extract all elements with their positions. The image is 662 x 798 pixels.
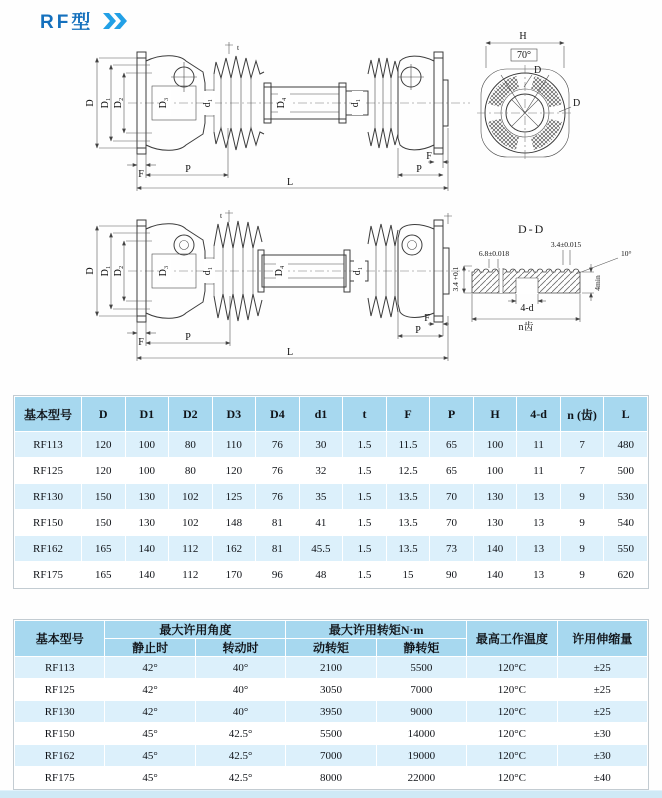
value-cell: 5500 [376, 657, 466, 679]
value-cell: 13 [517, 562, 561, 588]
dim-label-F-left: F [138, 169, 144, 180]
value-cell: 112 [169, 562, 213, 588]
column-header: 基本型号 [15, 397, 82, 432]
table-row [15, 723, 648, 745]
value-cell: 11 [517, 432, 561, 458]
column-header: D1 [125, 397, 169, 432]
value-cell: 76 [256, 432, 300, 458]
value-cell: 45° [105, 723, 195, 745]
value-cell: 13 [517, 510, 561, 536]
value-cell: 540 [604, 510, 648, 536]
column-header: 4-d [517, 397, 561, 432]
column-header: F [386, 397, 430, 432]
column-header: 最高工作温度 [467, 621, 557, 657]
value-cell: 480 [604, 432, 648, 458]
column-header: 动转矩 [286, 639, 376, 657]
dim-label-d1-right: d₁ [350, 98, 361, 108]
value-cell: 1.5 [343, 562, 387, 588]
value-cell: 140 [473, 562, 517, 588]
model-cell: RF150 [15, 510, 82, 536]
dim-label-pitch2: 6.8±0.018 [478, 249, 510, 258]
value-cell: 76 [256, 458, 300, 484]
dim-label-D2: D₂ [113, 265, 124, 277]
header-row [15, 397, 648, 432]
value-cell: 1.5 [343, 536, 387, 562]
value-cell: 76 [256, 484, 300, 510]
value-cell: 120 [82, 432, 126, 458]
value-cell: 7000 [376, 679, 466, 701]
dim-label-d1-left: d₁ [202, 98, 213, 108]
column-header: d1 [299, 397, 343, 432]
column-header: P [430, 397, 474, 432]
value-cell: 130 [473, 510, 517, 536]
value-cell: 100 [125, 432, 169, 458]
column-header: 静止时 [105, 639, 195, 657]
value-cell: ±25 [557, 701, 647, 723]
value-cell: 12.5 [386, 458, 430, 484]
drawing-shaft-assembly-bottom [85, 210, 470, 361]
column-header: D4 [256, 397, 300, 432]
value-cell: 9 [560, 562, 604, 588]
double-chevron-icon [102, 13, 130, 29]
dimension-table-header [15, 397, 648, 432]
column-header: D [82, 397, 126, 432]
dim-label-t: t [220, 211, 223, 220]
value-cell: 73 [430, 536, 474, 562]
dim-label-D4: D₄ [274, 265, 285, 277]
column-header: 静转矩 [376, 639, 466, 657]
dim-label-t: t [237, 43, 240, 52]
value-cell: 170 [212, 562, 256, 588]
value-cell: 120 [82, 458, 126, 484]
value-cell: 42° [105, 679, 195, 701]
value-cell: 9 [560, 510, 604, 536]
dim-label-D4: D₄ [276, 97, 287, 109]
performance-table-header [15, 621, 648, 657]
table-row [15, 484, 648, 510]
value-cell: 41 [299, 510, 343, 536]
model-cell: RF175 [15, 767, 105, 789]
table-row [15, 745, 648, 767]
value-cell: 45.5 [299, 536, 343, 562]
header-row [15, 621, 648, 639]
dim-label-D1: D₁ [100, 265, 111, 277]
column-header: 许用伸缩量 [557, 621, 647, 657]
column-header: n (齿) [560, 397, 604, 432]
table-row [15, 679, 648, 701]
value-cell: 165 [82, 536, 126, 562]
dim-label-70deg: 70° [517, 50, 531, 61]
value-cell: 102 [169, 484, 213, 510]
technical-drawings [0, 28, 662, 394]
value-cell: 140 [125, 536, 169, 562]
value-cell: 13.5 [386, 536, 430, 562]
dim-label-D: D [85, 99, 96, 107]
value-cell: 11 [517, 458, 561, 484]
dimension-table [14, 396, 648, 588]
value-cell: 22000 [376, 767, 466, 789]
value-cell: 80 [169, 458, 213, 484]
page-footer-strip [0, 790, 662, 798]
value-cell: 140 [473, 536, 517, 562]
value-cell: 90 [430, 562, 474, 588]
value-cell: 120°C [467, 767, 557, 789]
value-cell: ±25 [557, 657, 647, 679]
value-cell: 100 [473, 458, 517, 484]
dim-label-d1-right: d₁ [352, 266, 363, 276]
dim-label-L: L [286, 347, 294, 358]
value-cell: 620 [604, 562, 648, 588]
value-cell: 11.5 [386, 432, 430, 458]
value-cell: ±30 [557, 745, 647, 767]
dim-label-d1-left: d₁ [202, 266, 213, 276]
value-cell: 45° [105, 767, 195, 789]
value-cell: 530 [604, 484, 648, 510]
value-cell: 32 [299, 458, 343, 484]
column-header: 转动时 [195, 639, 285, 657]
value-cell: 40° [195, 701, 285, 723]
table-row [15, 510, 648, 536]
value-cell: 100 [473, 432, 517, 458]
dim-label-F-right: F [426, 151, 432, 162]
table-row [15, 657, 648, 679]
value-cell: 15 [386, 562, 430, 588]
value-cell: 42° [105, 701, 195, 723]
table-row [15, 562, 648, 588]
value-cell: 40° [195, 657, 285, 679]
model-cell: RF125 [15, 679, 105, 701]
value-cell: 13.5 [386, 510, 430, 536]
model-cell: RF130 [15, 701, 105, 723]
value-cell: 81 [256, 510, 300, 536]
value-cell: 19000 [376, 745, 466, 767]
dim-label-L: L [286, 177, 294, 188]
dimension-table-body [15, 432, 648, 588]
value-cell: 120°C [467, 701, 557, 723]
column-header: D2 [169, 397, 213, 432]
value-cell: 165 [82, 562, 126, 588]
drawing-shaft-assembly-top [85, 42, 470, 191]
value-cell: 7 [560, 432, 604, 458]
value-cell: 70 [430, 484, 474, 510]
value-cell: 30 [299, 432, 343, 458]
value-cell: 81 [256, 536, 300, 562]
value-cell: 120°C [467, 745, 557, 767]
value-cell: ±40 [557, 767, 647, 789]
table-row [15, 767, 648, 789]
column-header-group: 最大许用角度 [105, 621, 286, 639]
column-header: H [473, 397, 517, 432]
value-cell: 1.5 [343, 484, 387, 510]
table-row [15, 701, 648, 723]
performance-table-body [15, 657, 648, 789]
value-cell: 9 [560, 484, 604, 510]
value-cell: 7000 [286, 745, 376, 767]
value-cell: 500 [604, 458, 648, 484]
model-cell: RF125 [15, 458, 82, 484]
value-cell: 162 [212, 536, 256, 562]
value-cell: 112 [169, 536, 213, 562]
value-cell: 13 [517, 484, 561, 510]
model-cell: RF150 [15, 723, 105, 745]
value-cell: ±25 [557, 679, 647, 701]
value-cell: 130 [125, 484, 169, 510]
dim-label-D: D [85, 267, 96, 275]
value-cell: 5500 [286, 723, 376, 745]
value-cell: 65 [430, 432, 474, 458]
value-cell: 3050 [286, 679, 376, 701]
dim-label-F-right: F [424, 313, 430, 324]
value-cell: 120°C [467, 657, 557, 679]
value-cell: 3950 [286, 701, 376, 723]
drawing-flange-end-view [477, 31, 580, 161]
value-cell: 42.5° [195, 745, 285, 767]
value-cell: 150 [82, 510, 126, 536]
dim-label-D-side: D [573, 98, 581, 109]
value-cell: 40° [195, 679, 285, 701]
value-cell: 35 [299, 484, 343, 510]
column-header: 基本型号 [15, 621, 105, 657]
value-cell: 120°C [467, 723, 557, 745]
dim-label-D-top: D [534, 65, 542, 76]
drawing-section-dd [451, 222, 632, 333]
table-row [15, 432, 648, 458]
value-cell: 65 [430, 458, 474, 484]
value-cell: 1.5 [343, 432, 387, 458]
dim-label-angle10: 10° [621, 249, 632, 258]
value-cell: 9 [560, 536, 604, 562]
dim-label-D3: D₃ [158, 265, 169, 277]
page-title-text: RF型 [40, 12, 94, 33]
value-cell: 8000 [286, 767, 376, 789]
value-cell: 140 [125, 562, 169, 588]
column-header: t [343, 397, 387, 432]
value-cell: ±30 [557, 723, 647, 745]
column-header: L [604, 397, 648, 432]
dim-label-teeth-count: n齿 [518, 322, 534, 333]
column-header-group: 最大许用转矩N·m [286, 621, 467, 639]
value-cell: 70 [430, 510, 474, 536]
dim-label-D3: D₃ [158, 97, 169, 109]
performance-table [14, 620, 648, 789]
value-cell: 13.5 [386, 484, 430, 510]
value-cell: 102 [169, 510, 213, 536]
section-title: D-D [518, 222, 546, 236]
value-cell: 48 [299, 562, 343, 588]
column-header: D3 [212, 397, 256, 432]
value-cell: 42.5° [195, 767, 285, 789]
value-cell: 100 [125, 458, 169, 484]
value-cell: 96 [256, 562, 300, 588]
dim-label-D1: D₁ [100, 97, 111, 109]
value-cell: 120°C [467, 679, 557, 701]
value-cell: 110 [212, 432, 256, 458]
model-cell: RF162 [15, 536, 82, 562]
value-cell: 2100 [286, 657, 376, 679]
dim-label-P-left: P [185, 164, 191, 175]
dim-label-P-right: P [415, 325, 421, 336]
value-cell: 42° [105, 657, 195, 679]
model-cell: RF113 [15, 432, 82, 458]
value-cell: 150 [82, 484, 126, 510]
model-cell: RF113 [15, 657, 105, 679]
value-cell: 1.5 [343, 458, 387, 484]
value-cell: 42.5° [195, 723, 285, 745]
value-cell: 7 [560, 458, 604, 484]
model-cell: RF162 [15, 745, 105, 767]
dim-label-F-left: F [138, 337, 144, 348]
dim-label-H: H [519, 31, 527, 42]
dim-label-P-left: P [185, 332, 191, 343]
dim-label-depth-min: 4min [593, 275, 602, 291]
value-cell: 45° [105, 745, 195, 767]
dim-label-P-right: P [416, 164, 422, 175]
dim-label-D2: D₂ [113, 97, 124, 109]
value-cell: 148 [212, 510, 256, 536]
dim-label-holes: 4-d [520, 303, 534, 314]
value-cell: 120 [212, 458, 256, 484]
value-cell: 130 [125, 510, 169, 536]
dim-label-tooth-height: 3.4 +0.1 [451, 266, 460, 292]
value-cell: 130 [473, 484, 517, 510]
value-cell: 1.5 [343, 510, 387, 536]
table-row [15, 458, 648, 484]
model-cell: RF130 [15, 484, 82, 510]
value-cell: 550 [604, 536, 648, 562]
table-row [15, 536, 648, 562]
value-cell: 125 [212, 484, 256, 510]
value-cell: 9000 [376, 701, 466, 723]
value-cell: 14000 [376, 723, 466, 745]
model-cell: RF175 [15, 562, 82, 588]
value-cell: 13 [517, 536, 561, 562]
dim-label-pitch1: 3.4±0.015 [550, 240, 582, 249]
value-cell: 80 [169, 432, 213, 458]
